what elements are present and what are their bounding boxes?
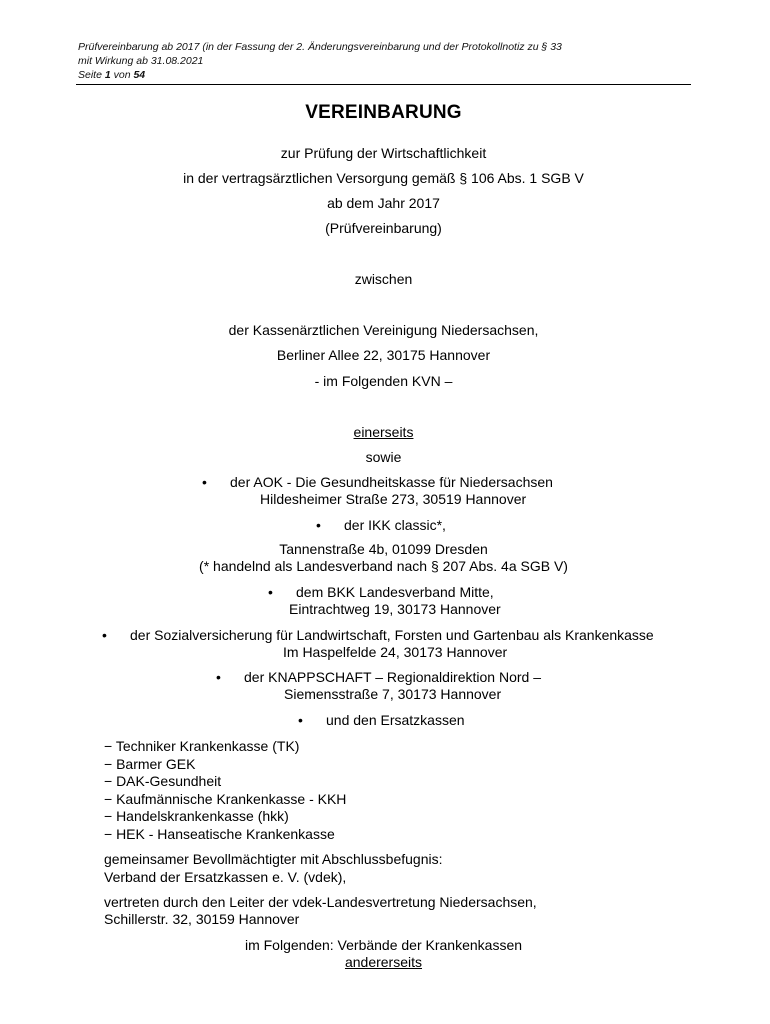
einerseits-label: einerseits xyxy=(353,424,414,440)
ersatzkassen-label: und den Ersatzkassen xyxy=(326,712,465,728)
subtitle-line-3: ab dem Jahr 2017 xyxy=(327,195,440,211)
document-title: VEREINBARUNG xyxy=(305,102,462,123)
kassen-item-6: − HEK - Hanseatische Krankenkasse xyxy=(104,826,335,842)
bullet-knappschaft: • xyxy=(216,669,221,685)
header-rule xyxy=(76,84,691,85)
subtitle-line-2: in der vertragsärztlichen Versorgung gemäß § 106 Abs. 1 SGB V xyxy=(183,170,584,186)
bullet-bkk: • xyxy=(268,584,273,600)
bullet-svlfg: • xyxy=(102,627,107,643)
page-total: 54 xyxy=(133,69,146,81)
running-header xyxy=(78,40,690,82)
svlfg-name: der Sozialversicherung für Landwirtschaft, Forsten und Gartenbau als Krankenkasse xyxy=(130,627,654,643)
page-prefix: Seite xyxy=(78,69,105,81)
vdek-line-1: gemeinsamer Bevollmächtigter mit Abschlussbefugnis: xyxy=(104,851,443,867)
ikk-note: (* handelnd als Landesverband nach § 207 Abs. 4a SGB V) xyxy=(199,558,568,574)
header-line-1: Prüfvereinbarung ab 2017 (in der Fassung der 2. Änderungsvereinbarung und der Protokollnotiz zu § 33 xyxy=(78,41,562,53)
knappschaft-name: der KNAPPSCHAFT – Regionaldirektion Nord – xyxy=(244,669,541,685)
header-line-2: mit Wirkung ab 31.08.2021 xyxy=(78,55,204,67)
kvn-name: der Kassenärztlichen Vereinigung Niedersachsen, xyxy=(228,322,539,338)
ikk-name: der IKK classic*, xyxy=(344,517,446,533)
sowie-label: sowie xyxy=(365,449,402,465)
kvn-abbrev: - im Folgenden KVN – xyxy=(314,373,453,389)
bullet-ikk: • xyxy=(316,517,321,533)
page-current: 1 xyxy=(104,69,111,81)
vertreten-line-1: vertreten durch den Leiter der vdek-Landesvertretung Niedersachsen, xyxy=(104,894,537,910)
page-mid: von xyxy=(110,69,134,81)
andererseits-wrap xyxy=(76,954,691,971)
knappschaft-address: Siemensstraße 7, 30173 Hannover xyxy=(284,686,502,702)
aok-name: der AOK - Die Gesundheitskasse für Niedersachsen xyxy=(230,474,553,490)
einerseits-wrap xyxy=(76,424,691,441)
kassen-item-4: − Kaufmännische Krankenkasse - KKH xyxy=(104,791,347,807)
kassen-item-5: − Handelskrankenkasse (hkk) xyxy=(104,808,289,824)
kassen-item-1: − Techniker Krankenkasse (TK) xyxy=(104,738,300,754)
ikk-address: Tannenstraße 4b, 01099 Dresden xyxy=(279,541,488,557)
bkk-name: dem BKK Landesverband Mitte, xyxy=(296,584,494,600)
zwischen-label: zwischen xyxy=(354,271,413,287)
kassen-item-3: − DAK-Gesundheit xyxy=(104,773,222,789)
svlfg-address: Im Haspelfelde 24, 30173 Hannover xyxy=(283,644,508,660)
kvn-address: Berliner Allee 22, 30175 Hannover xyxy=(276,347,491,363)
bkk-address: Eintrachtweg 19, 30173 Hannover xyxy=(289,601,501,617)
im-folgenden-line: im Folgenden: Verbände der Krankenkassen xyxy=(244,937,523,953)
bullet-aok: • xyxy=(202,474,207,490)
andererseits-label: andererseits xyxy=(344,954,423,970)
kassen-item-2: − Barmer GEK xyxy=(104,756,196,772)
page-indicator xyxy=(78,68,690,82)
vdek-line-2: Verband der Ersatzkassen e. V. (vdek), xyxy=(104,869,347,885)
subtitle-line-4: (Prüfvereinbarung) xyxy=(325,220,442,236)
subtitle-line-1: zur Prüfung der Wirtschaftlichkeit xyxy=(280,145,487,161)
vertreten-line-2: Schillerstr. 32, 30159 Hannover xyxy=(104,911,300,927)
aok-address: Hildesheimer Straße 273, 30519 Hannover xyxy=(260,491,527,507)
bullet-ersatzkassen: • xyxy=(298,712,303,728)
